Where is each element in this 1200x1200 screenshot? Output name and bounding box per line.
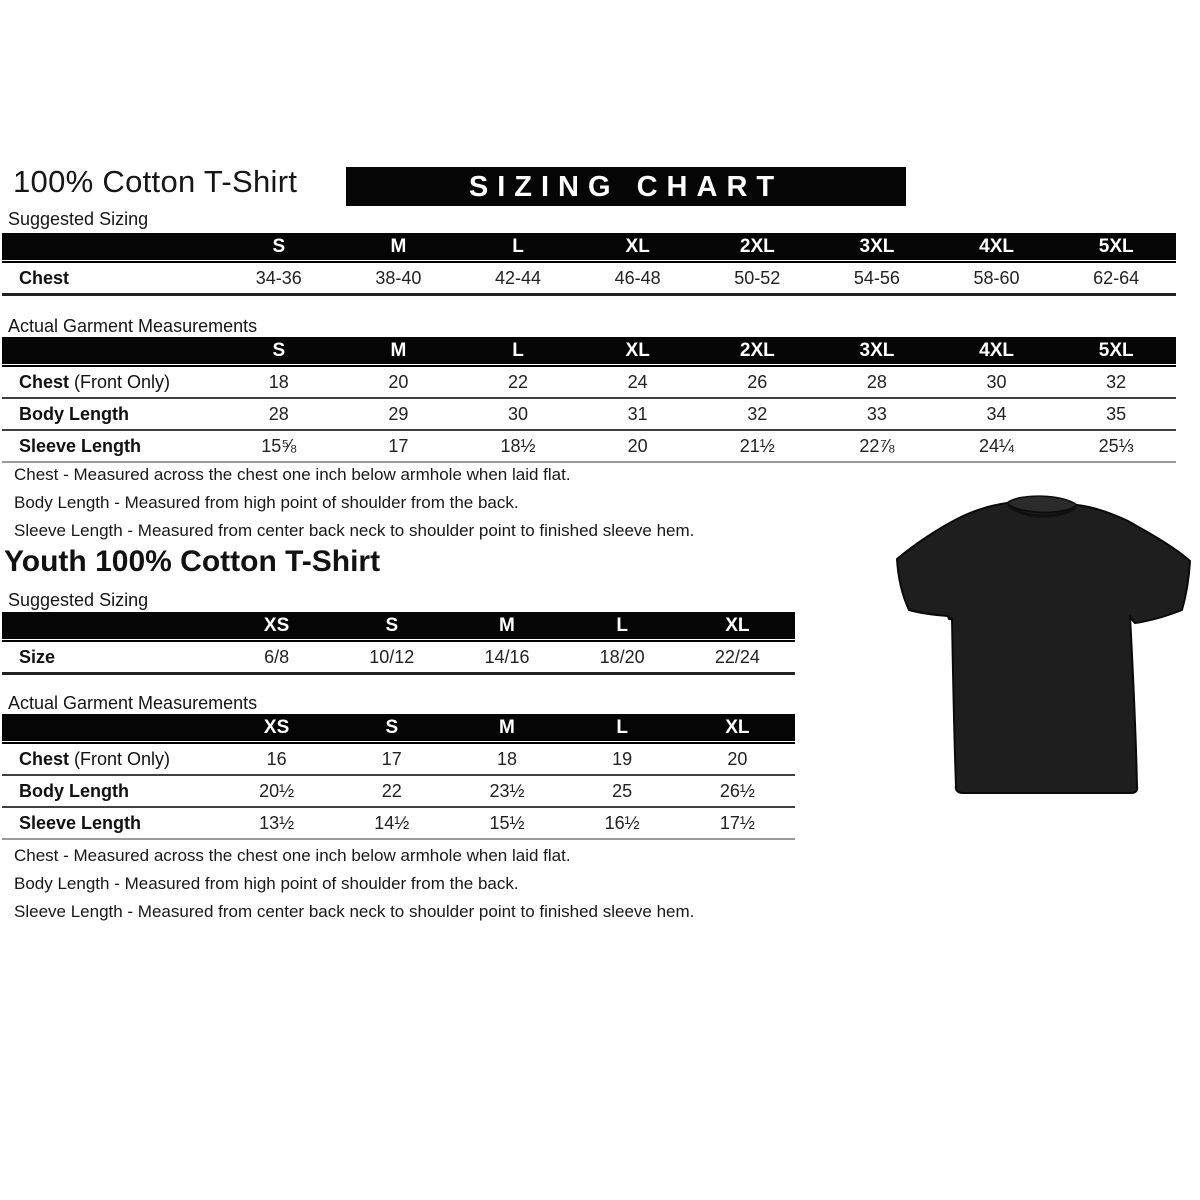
measurement-value: 30	[937, 365, 1057, 399]
measurement-value: 14½	[334, 808, 449, 840]
adult-suggested-sizing-label: Suggested Sizing	[8, 209, 149, 229]
size-column-header: M	[449, 714, 564, 742]
measurement-value: 17½	[680, 808, 795, 840]
youth-measurement-notes	[14, 842, 694, 926]
adult-suggested-sizing-table	[2, 233, 1176, 296]
youth-suggested-sizing-label: Suggested Sizing	[8, 590, 149, 610]
sizing-chart-banner: SIZING CHART	[346, 167, 906, 206]
measurement-value: 16½	[565, 808, 680, 840]
measurement-value: 50-52	[698, 261, 818, 296]
table-row	[2, 742, 795, 776]
measurement-value: 38-40	[339, 261, 459, 296]
youth-garment-measurements-table	[2, 714, 795, 840]
size-column-header: L	[565, 714, 680, 742]
measurement-value: 42-44	[458, 261, 578, 296]
measurement-value: 17	[339, 431, 459, 463]
table-row	[2, 640, 795, 675]
youth-suggested-sizing-table	[2, 612, 795, 675]
size-column-header: L	[458, 233, 578, 261]
measurement-note: Chest - Measured across the chest one inch below armhole when laid flat.	[14, 846, 571, 865]
measurement-value: 22	[334, 776, 449, 808]
measurement-value: 24	[578, 365, 698, 399]
measurement-value: 10/12	[334, 640, 449, 675]
measurement-value: 18/20	[565, 640, 680, 675]
measurement-note: Body Length - Measured from high point of shoulder from the back.	[14, 493, 519, 512]
table-row	[2, 365, 1176, 399]
measurement-value: 15⅝	[219, 431, 339, 463]
measurement-value: 14/16	[449, 640, 564, 675]
size-column-header: XL	[680, 714, 795, 742]
measurement-value: 62-64	[1056, 261, 1176, 296]
measurement-value: 15½	[449, 808, 564, 840]
measurement-value: 29	[339, 399, 459, 431]
size-column-header: 3XL	[817, 337, 937, 365]
size-column-header: XL	[578, 233, 698, 261]
size-header-spacer	[2, 233, 219, 261]
measurement-value: 46-48	[578, 261, 698, 296]
table-row	[2, 399, 1176, 431]
adult-garment-measurements-table	[2, 337, 1176, 463]
size-column-header: M	[339, 233, 459, 261]
row-label: Chest (Front Only)	[2, 742, 219, 776]
measurement-value: 35	[1056, 399, 1176, 431]
measurement-value: 33	[817, 399, 937, 431]
size-header-row	[2, 714, 795, 742]
measurement-value: 25⅓	[1056, 431, 1176, 463]
measurement-value: 20½	[219, 776, 334, 808]
size-column-header: M	[449, 612, 564, 640]
size-column-header: XS	[219, 714, 334, 742]
size-header-row	[2, 337, 1176, 365]
size-header-row	[2, 612, 795, 640]
size-column-header: S	[219, 337, 339, 365]
measurement-value: 17	[334, 742, 449, 776]
measurement-value: 20	[339, 365, 459, 399]
measurement-value: 58-60	[937, 261, 1057, 296]
measurement-value: 13½	[219, 808, 334, 840]
measurement-value: 22	[458, 365, 578, 399]
measurement-value: 6/8	[219, 640, 334, 675]
size-header-spacer	[2, 714, 219, 742]
measurement-value: 28	[219, 399, 339, 431]
size-column-header: L	[565, 612, 680, 640]
size-column-header: XL	[680, 612, 795, 640]
measurement-value: 23½	[449, 776, 564, 808]
table-row	[2, 431, 1176, 463]
size-column-header: 2XL	[698, 337, 818, 365]
measurement-value: 20	[680, 742, 795, 776]
table-row	[2, 776, 795, 808]
measurement-value: 19	[565, 742, 680, 776]
size-column-header: XS	[219, 612, 334, 640]
measurement-value: 28	[817, 365, 937, 399]
size-column-header: 4XL	[937, 337, 1057, 365]
measurement-value: 18	[449, 742, 564, 776]
measurement-value: 32	[1056, 365, 1176, 399]
measurement-note: Body Length - Measured from high point of shoulder from the back.	[14, 874, 519, 893]
measurement-value: 26	[698, 365, 818, 399]
measurement-value: 16	[219, 742, 334, 776]
youth-garment-measurements-label: Actual Garment Measurements	[8, 693, 258, 713]
measurement-value: 34-36	[219, 261, 339, 296]
youth-section-title: Youth 100% Cotton T-Shirt	[4, 545, 381, 578]
size-column-header: 4XL	[937, 233, 1057, 261]
t-shirt-body	[897, 503, 1190, 793]
measurement-value: 21½	[698, 431, 818, 463]
row-label: Body Length	[2, 399, 219, 431]
measurement-value: 20	[578, 431, 698, 463]
size-column-header: 3XL	[817, 233, 937, 261]
measurement-value: 22⅞	[817, 431, 937, 463]
size-column-header: M	[339, 337, 459, 365]
measurement-note: Sleeve Length - Measured from center back neck to shoulder point to finished sleeve hem.	[14, 902, 695, 921]
row-label: Chest	[2, 261, 219, 296]
measurement-value: 34	[937, 399, 1057, 431]
measurement-value: 18½	[458, 431, 578, 463]
measurement-value: 32	[698, 399, 818, 431]
measurement-note: Chest - Measured across the chest one inch below armhole when laid flat.	[14, 465, 571, 484]
measurement-value: 30	[458, 399, 578, 431]
adult-garment-measurements-label: Actual Garment Measurements	[8, 316, 258, 336]
row-label: Body Length	[2, 776, 219, 808]
table-row	[2, 261, 1176, 296]
table-row	[2, 808, 795, 840]
measurement-value: 25	[565, 776, 680, 808]
measurement-value: 26½	[680, 776, 795, 808]
row-label: Sleeve Length	[2, 808, 219, 840]
measurement-value: 54-56	[817, 261, 937, 296]
measurement-value: 18	[219, 365, 339, 399]
adult-measurement-notes	[14, 461, 694, 545]
size-header-spacer	[2, 337, 219, 365]
size-column-header: 2XL	[698, 233, 818, 261]
row-label: Size	[2, 640, 219, 675]
size-header-spacer	[2, 612, 219, 640]
measurement-value: 24¼	[937, 431, 1057, 463]
size-header-row	[2, 233, 1176, 261]
size-column-header: XL	[578, 337, 698, 365]
size-column-header: S	[334, 612, 449, 640]
size-column-header: S	[334, 714, 449, 742]
measurement-value: 31	[578, 399, 698, 431]
measurement-value: 22/24	[680, 640, 795, 675]
size-column-header: S	[219, 233, 339, 261]
page-title: 100% Cotton T-Shirt	[13, 164, 298, 199]
t-shirt-image	[893, 488, 1195, 803]
row-label: Sleeve Length	[2, 431, 219, 463]
row-label: Chest (Front Only)	[2, 365, 219, 399]
size-column-header: 5XL	[1056, 337, 1176, 365]
size-column-header: L	[458, 337, 578, 365]
measurement-note: Sleeve Length - Measured from center back neck to shoulder point to finished sleeve hem.	[14, 521, 695, 540]
size-column-header: 5XL	[1056, 233, 1176, 261]
